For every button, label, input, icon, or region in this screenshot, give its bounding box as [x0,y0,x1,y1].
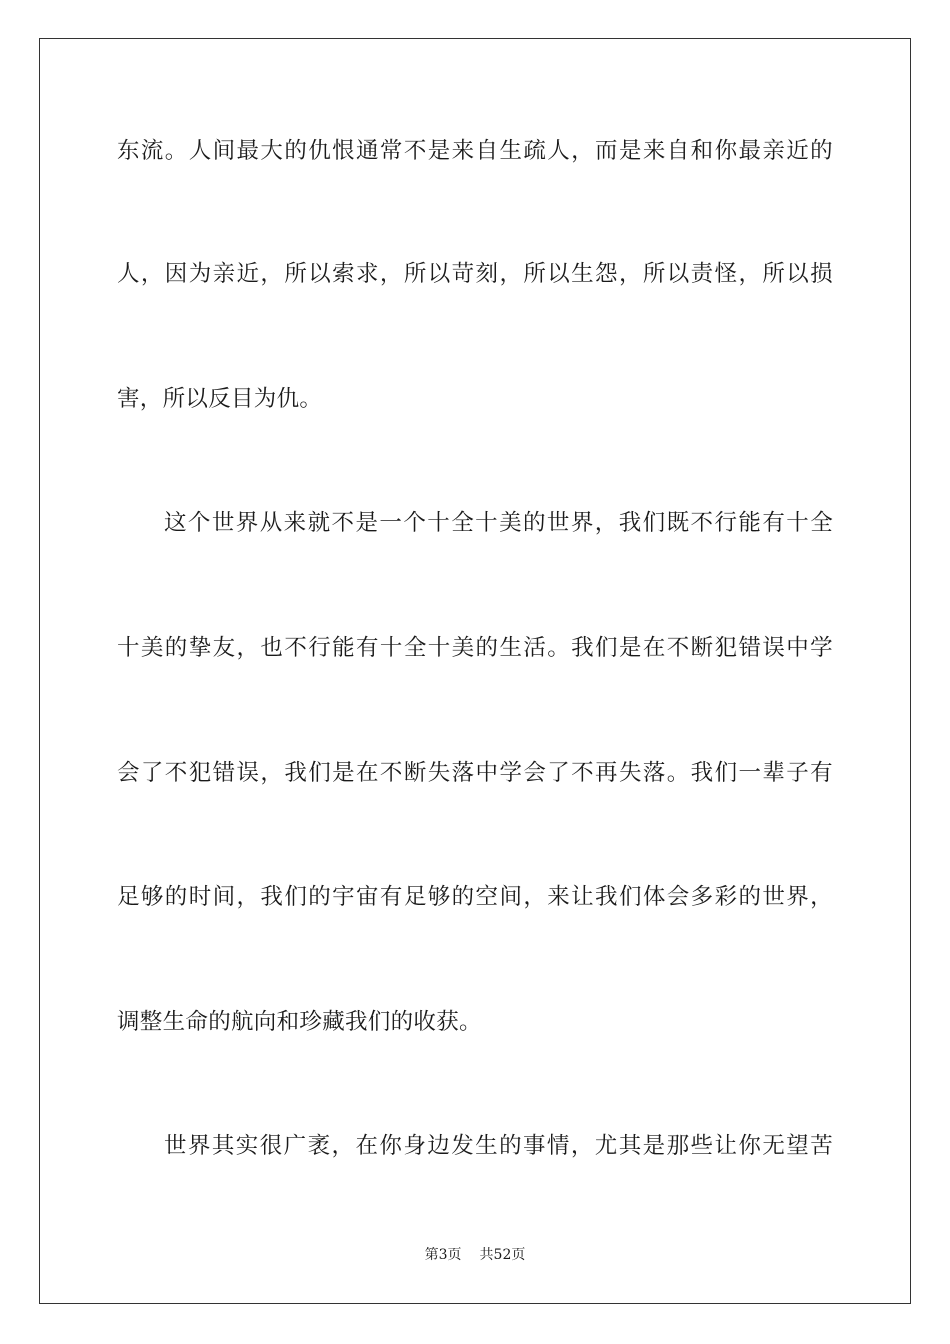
text-line: 东流。人间最大的仇恨通常不是来自生疏人，而是来自和你最亲近的 [117,138,833,164]
paragraph-first-line: 这个世界从来就不是一个十全十美的世界，我们既不行能有十全 [164,510,833,536]
text-line: 调整生命的航向和珍藏我们的收获。 [117,1009,482,1035]
paragraph-first-line: 世界其实很广袤，在你身边发生的事情，尤其是那些让你无望苦 [164,1133,833,1159]
total-pages: 共52页 [479,1247,526,1263]
page-border [39,38,911,1304]
text-line: 足够的时间，我们的宇宙有足够的空间，来让我们体会多彩的世界， [117,884,833,910]
page-number: 第3页 [424,1247,462,1263]
text-line: 人，因为亲近，所以索求，所以苛刻，所以生怨，所以责怪，所以损 [117,261,833,287]
page-footer [0,1246,950,1264]
text-line: 十美的挚友，也不行能有十全十美的生活。我们是在不断犯错误中学 [117,635,833,661]
text-line: 害，所以反目为仇。 [117,386,323,412]
text-line: 会了不犯错误，我们是在不断失落中学会了不再失落。我们一辈子有 [117,760,833,786]
